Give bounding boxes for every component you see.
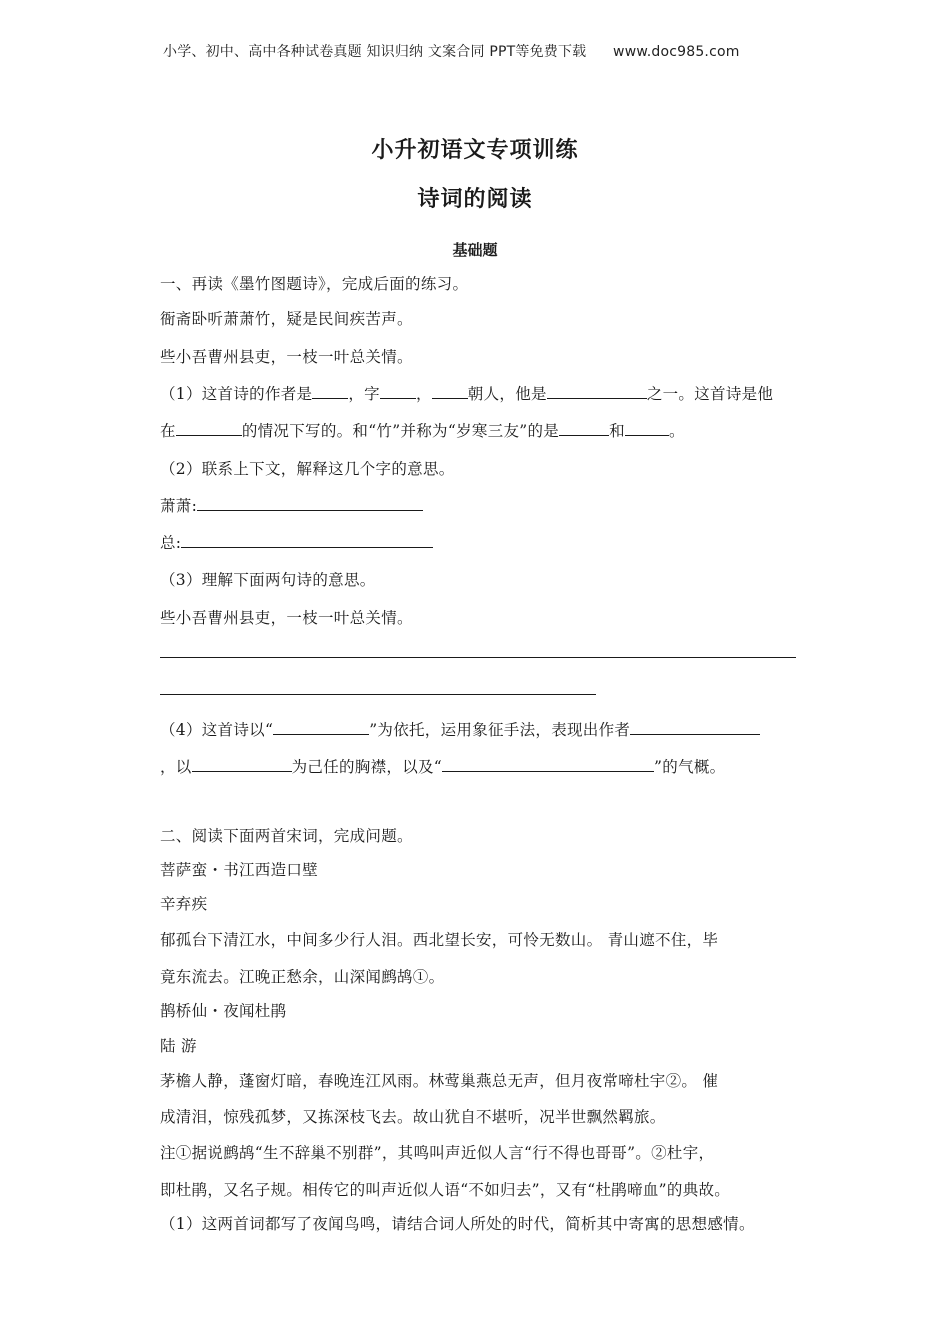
answer-line[interactable] <box>160 694 596 695</box>
poem-line: 茅檐人静，蓬窗灯暗，春晚连江风雨。林莺巢燕总无声，但月夜常啼杜宇②。 催 <box>160 1072 719 1090</box>
xiao-line <box>160 494 423 516</box>
q1-part4-line1 <box>160 718 760 740</box>
q2-part1: （1）这两首词都写了夜闻鸟鸣，请结合词人所处的时代，简析其中寄寓的思想感情。 <box>160 1215 755 1233</box>
answer-blank[interactable] <box>192 757 292 772</box>
text: ，以 <box>160 758 192 776</box>
text: 在 <box>160 422 176 440</box>
page-title: 小升初语文专项训练 <box>371 137 579 163</box>
poem-line: 些小吾曹州县吏，一枝一叶总关情。 <box>160 348 413 366</box>
answer-blank[interactable] <box>442 757 654 772</box>
poem-author: 辛弃疾 <box>160 895 208 913</box>
answer-blank[interactable] <box>380 384 416 399</box>
text: ”的气概。 <box>654 758 726 776</box>
answer-blank[interactable] <box>273 720 369 735</box>
answer-blank[interactable] <box>559 421 609 436</box>
text: 萧萧: <box>160 497 198 515</box>
header-url[interactable]: www.doc985.com <box>613 44 740 60</box>
answer-blank[interactable] <box>625 421 669 436</box>
page-header <box>163 41 740 61</box>
q1-intro: 一、再读《墨竹图题诗》，完成后面的练习。 <box>160 275 469 293</box>
poem-line: 些小吾曹州县吏，一枝一叶总关情。 <box>160 609 413 627</box>
q1-part4-line2 <box>160 755 725 777</box>
text: 。 <box>668 422 685 440</box>
text: 朝人，他是 <box>467 385 547 403</box>
header-text: 小学、初中、高中各种试卷真题 知识归纳 文案合同 PPT等免费下载 <box>163 44 587 60</box>
text: 为己任的胸襟，以及“ <box>291 758 443 776</box>
answer-blank[interactable] <box>181 533 433 548</box>
answer-blank[interactable] <box>432 384 468 399</box>
q1-part3: （3）理解下面两句诗的意思。 <box>160 571 376 589</box>
section-heading: 基础题 <box>452 241 498 259</box>
answer-blank[interactable] <box>547 384 647 399</box>
poem-title: 菩萨蛮・书江西造口壁 <box>160 861 319 879</box>
poem-title: 鹊桥仙・夜闻杜鹃 <box>160 1002 287 1020</box>
answer-blank[interactable] <box>176 421 242 436</box>
answer-blank[interactable] <box>630 720 760 735</box>
poem-author: 陆 游 <box>160 1037 197 1055</box>
note-line: 注①据说鹧鸪“生不辞巢不别群”，其鸣叫声近似人言“行不得也哥哥”。②杜宇， <box>160 1144 715 1162</box>
q2-intro: 二、阅读下面两首宋词，完成问题。 <box>160 827 413 845</box>
text: 总: <box>160 534 182 552</box>
page-subtitle: 诗词的阅读 <box>417 186 533 212</box>
text: 和 <box>609 422 625 440</box>
poem-line: 衙斋卧听萧萧竹，疑是民间疾苦声。 <box>160 310 413 328</box>
poem-line: 郁孤台下清江水，中间多少行人泪。西北望长安，可怜无数山。 青山遮不住，毕 <box>160 931 719 949</box>
text: ”为依托，运用象征手法，表现出作者 <box>369 721 631 739</box>
answer-blank[interactable] <box>312 384 348 399</box>
text: ， <box>415 385 432 403</box>
text: 的情况下写的。和“竹”并称为“岁寒三友”的是 <box>241 422 560 440</box>
text: 之一。这首诗是他 <box>646 385 774 403</box>
text: （1）这首诗的作者是 <box>160 385 313 403</box>
q1-part1-line1 <box>160 382 773 404</box>
answer-blank[interactable] <box>197 496 423 511</box>
note-line: 即杜鹃，又名子规。相传它的叫声近似人语“不如归去”，又有“杜鹃啼血”的典故。 <box>160 1181 731 1199</box>
poem-line: 成清泪，惊残孤梦，又拣深枝飞去。故山犹自不堪听，况半世飘然羁旅。 <box>160 1108 666 1126</box>
poem-line: 竟东流去。江晚正愁余，山深闻鹧鸪①。 <box>160 968 445 986</box>
q1-part1-line2 <box>160 419 685 441</box>
q1-part2: （2）联系上下文，解释这几个字的意思。 <box>160 460 455 478</box>
text: （4）这首诗以“ <box>160 721 274 739</box>
answer-line[interactable] <box>160 657 796 658</box>
text: ，字 <box>348 385 380 403</box>
zong-line <box>160 531 433 553</box>
